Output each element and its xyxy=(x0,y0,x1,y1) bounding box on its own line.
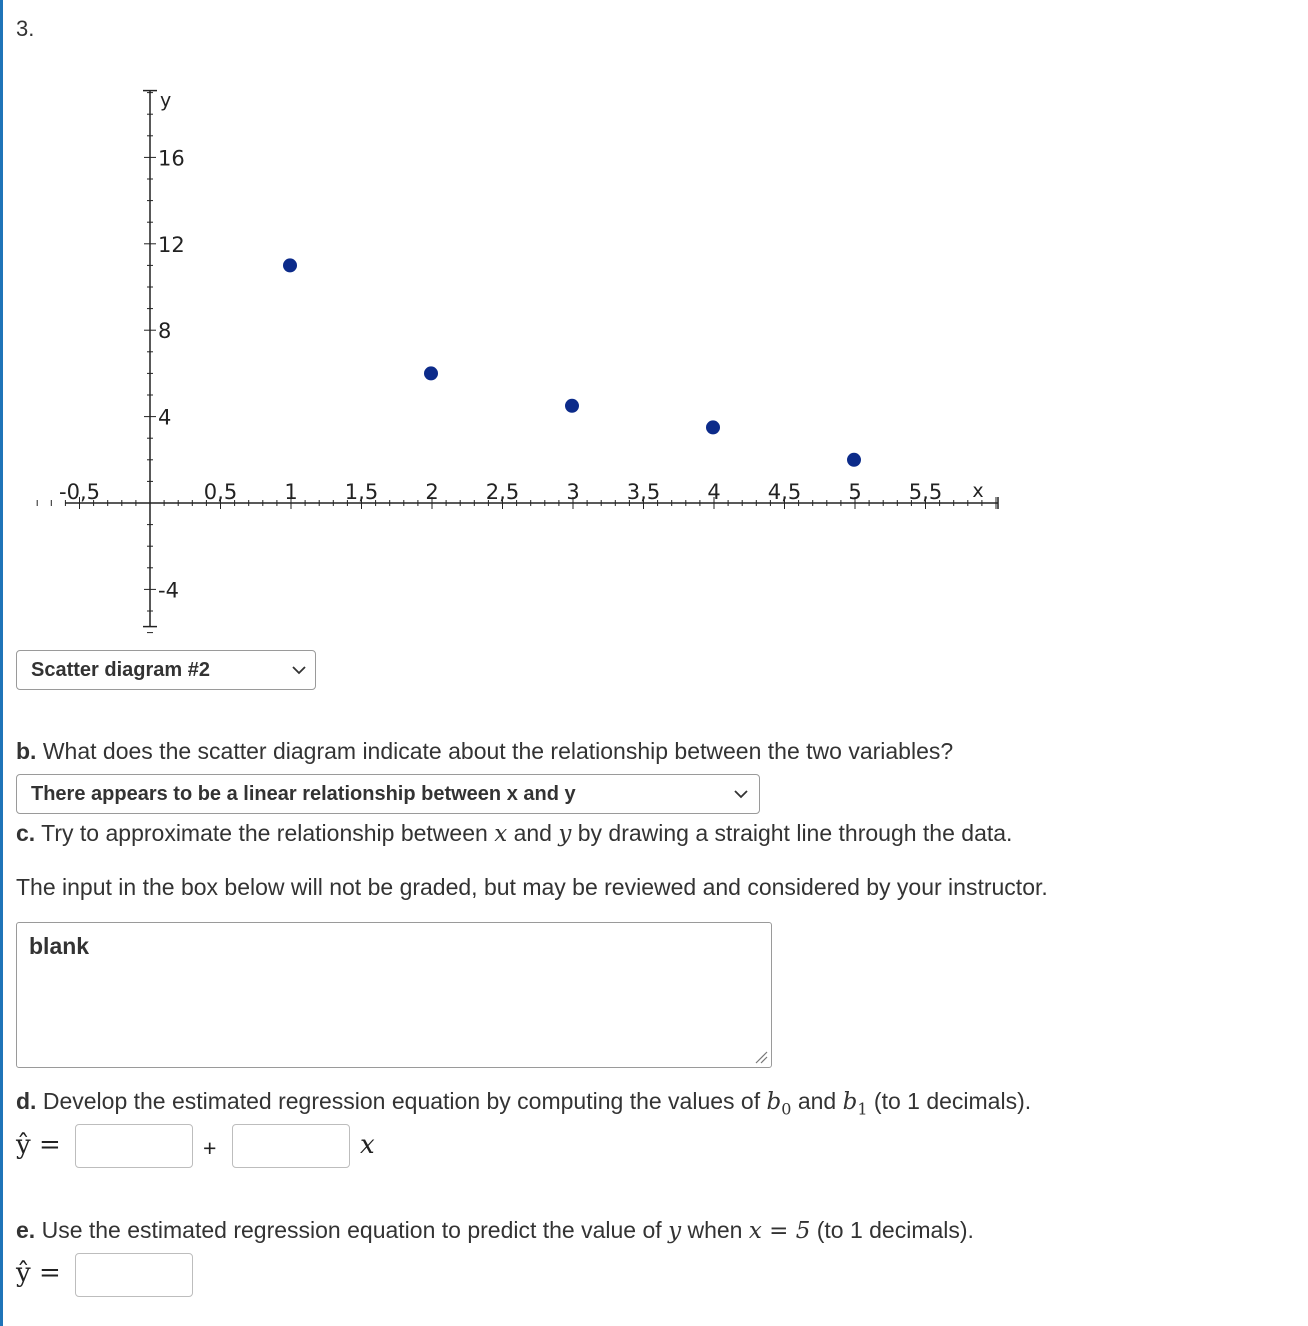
b0-symbol xyxy=(766,1089,792,1119)
part-e-prompt-2: (to 1 decimals). xyxy=(816,1217,974,1243)
part-e-x-equals: x = 5 xyxy=(748,1218,811,1244)
part-d-question xyxy=(16,1088,1031,1119)
yhat-label-d: ŷ = xyxy=(16,1130,61,1160)
part-c-prompt-2: by drawing a straight line through the data. xyxy=(577,820,1013,846)
part-c-question xyxy=(16,820,1012,847)
x-tick-label: 2 xyxy=(425,480,439,504)
x-tick-label: 4,5 xyxy=(767,480,802,504)
b1-subscript: 1 xyxy=(857,1099,868,1119)
x-tick-label: 4 xyxy=(707,480,721,504)
y-tick-label: -4 xyxy=(158,578,179,603)
part-c-var-x: x xyxy=(494,821,508,847)
prediction-input[interactable] xyxy=(75,1253,193,1297)
b1-symbol xyxy=(842,1089,868,1119)
line-approximation-textarea[interactable] xyxy=(16,922,772,1068)
b0-input[interactable] xyxy=(75,1124,193,1168)
x-variable: x xyxy=(360,1130,375,1160)
b0-subscript: 0 xyxy=(781,1099,792,1119)
part-b-letter: b. xyxy=(16,738,37,764)
data-point xyxy=(706,420,720,434)
part-d-prompt-2: (to 1 decimals). xyxy=(873,1088,1032,1114)
scatter-diagram-select[interactable] xyxy=(16,650,316,690)
part-e-prompt-1: Use the estimated regression equation to predict the value of xyxy=(41,1217,662,1243)
data-point xyxy=(847,453,861,467)
chart-axes xyxy=(65,91,998,627)
y-tick-label: 4 xyxy=(158,405,172,430)
part-d-and: and xyxy=(797,1088,837,1114)
data-point xyxy=(283,258,297,272)
chart-points xyxy=(283,258,861,466)
data-point xyxy=(424,366,438,380)
plus-sign: + xyxy=(203,1135,217,1161)
x-tick-label: 3 xyxy=(566,480,580,504)
part-c-var-y: y xyxy=(558,821,572,847)
x-tick-label: 3,5 xyxy=(626,480,661,504)
x-tick-label: 1 xyxy=(284,480,298,504)
part-c-and: and xyxy=(513,820,552,846)
chart-ticks xyxy=(37,93,996,633)
b0-letter: b xyxy=(766,1089,782,1115)
y-tick-label: 8 xyxy=(158,319,172,344)
chevron-down-icon xyxy=(733,789,749,799)
question-number: 3. xyxy=(16,16,35,41)
x-tick-label: 2,5 xyxy=(485,480,520,504)
scatter-diagram-select-value: Scatter diagram #2 xyxy=(31,659,210,681)
x-tick-label: 0,5 xyxy=(203,480,238,504)
x-tick-label: 5,5 xyxy=(908,480,943,504)
part-d-letter: d. xyxy=(16,1088,37,1114)
grading-note: The input in the box below will not be graded, but may be reviewed and considered by your instructor. xyxy=(16,874,1048,900)
part-e-var-y: y xyxy=(668,1218,682,1244)
b1-letter: b xyxy=(842,1089,858,1115)
y-tick-label: 12 xyxy=(158,232,185,257)
x-tick-label: 1,5 xyxy=(344,480,379,504)
part-b-question xyxy=(16,738,953,765)
chevron-down-icon xyxy=(291,665,307,675)
relationship-select-value: There appears to be a linear relationship between x and y xyxy=(31,783,576,805)
yhat-label-e: ŷ = xyxy=(16,1258,61,1288)
part-b-prompt: What does the scatter diagram indicate about the relationship between the two variables? xyxy=(42,738,954,764)
resize-grip-icon[interactable] xyxy=(754,1050,768,1064)
part-e-letter: e. xyxy=(16,1217,36,1243)
chart-tick-labels xyxy=(59,90,984,603)
y-axis-label: y xyxy=(160,89,172,112)
part-c-letter: c. xyxy=(16,820,36,846)
x-tick-label: -0,5 xyxy=(59,480,100,504)
part-e-when: when xyxy=(687,1217,743,1243)
x-tick-label: 5 xyxy=(848,480,862,504)
b1-input[interactable] xyxy=(232,1124,350,1168)
part-c-prompt-1: Try to approximate the relationship between xyxy=(41,820,488,846)
data-point xyxy=(565,399,579,413)
part-e-question xyxy=(16,1217,974,1244)
x-axis-label: x xyxy=(972,480,984,502)
relationship-select[interactable] xyxy=(16,774,760,814)
part-d-prompt-1: Develop the estimated regression equation by computing the values of xyxy=(42,1088,761,1114)
textarea-value: blank xyxy=(29,933,90,959)
y-tick-label: 16 xyxy=(158,146,185,171)
scatter-chart xyxy=(0,60,1020,640)
